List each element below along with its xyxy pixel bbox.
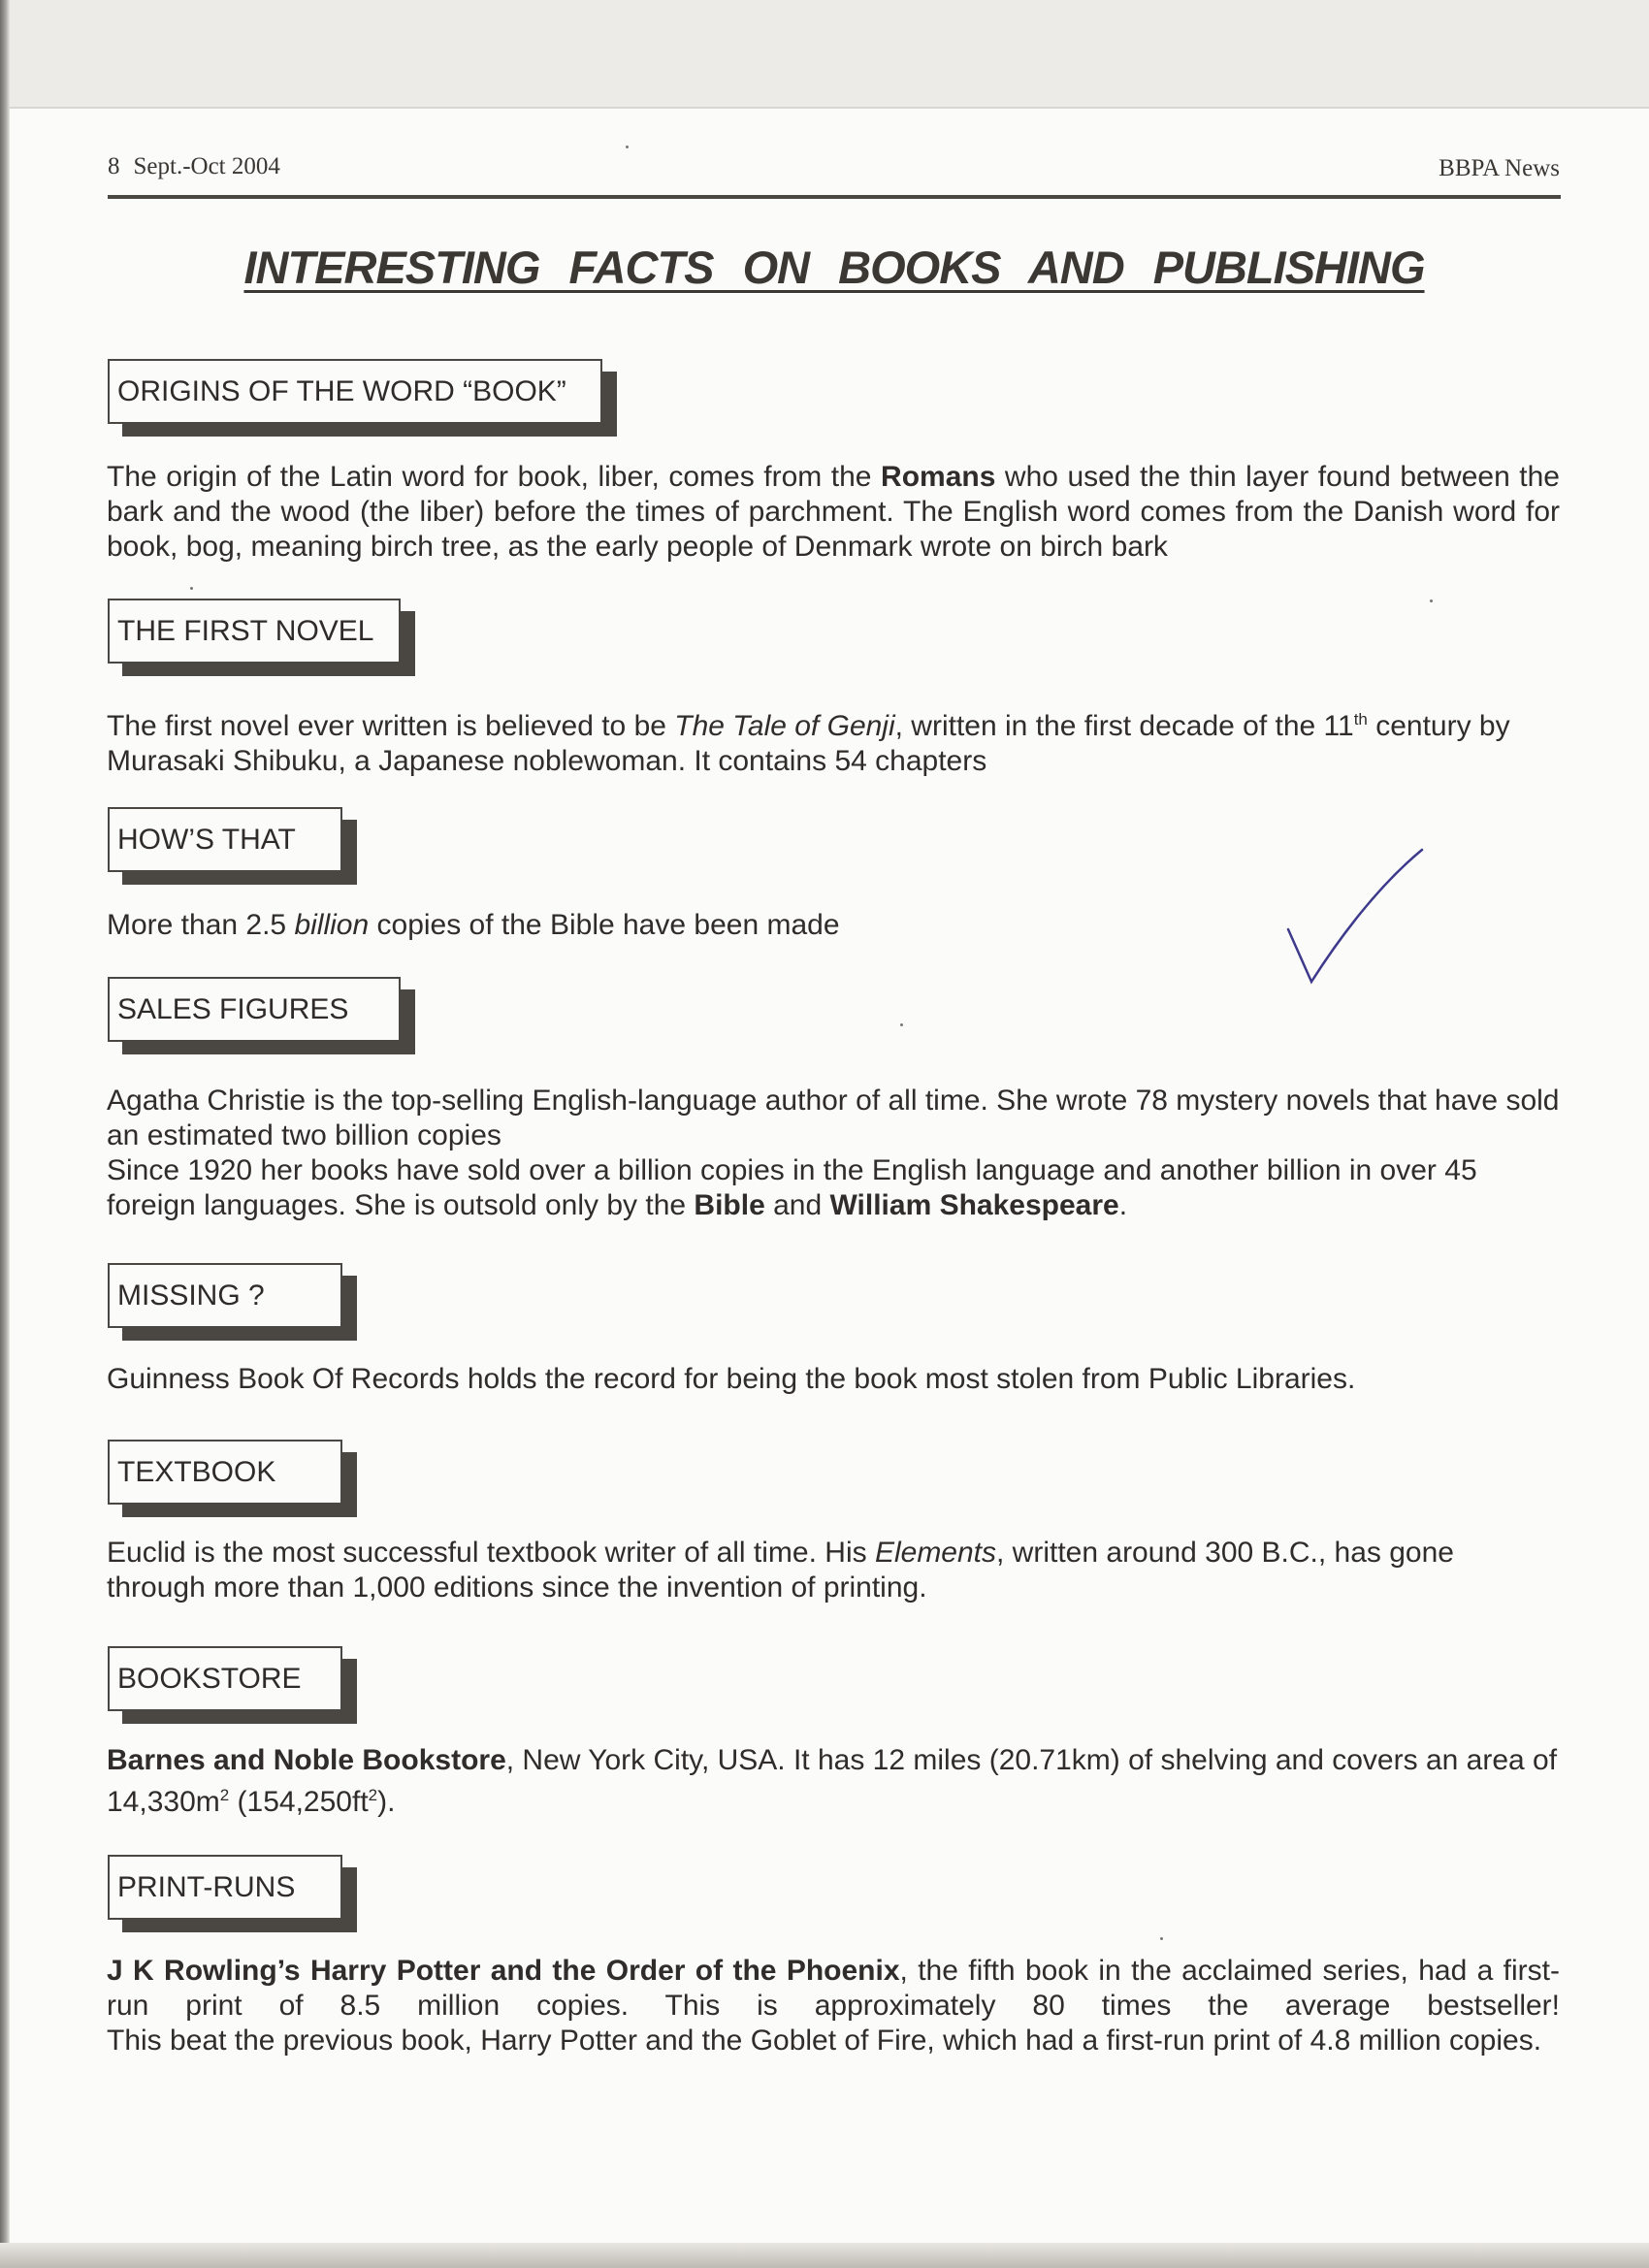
- scan-speck: [1430, 599, 1433, 602]
- text-run: copies of the Bible have been made: [369, 909, 840, 941]
- print-runs-line-3: This beat the previous book, Harry Potter and the Goblet of Fire, which had a first-run print of 4.8 million copies.: [107, 2025, 1542, 2057]
- bold-run: J K Rowling’s Harry Potter and the Order of the Phoenix: [107, 1955, 900, 1987]
- sales-line-2: [107, 1153, 1560, 1223]
- scanner-bottom-edge: [0, 2243, 1649, 2268]
- running-header: [108, 153, 1560, 188]
- text-run: More than 2.5: [107, 909, 295, 941]
- section-body-missing: Guinness Book Of Records holds the record for being the book most stolen from Public Libraries.: [107, 1363, 1356, 1395]
- italic-run: billion: [294, 909, 370, 941]
- page-title: INTERESTING FACTS ON BOOKS AND PUBLISHING: [243, 242, 1425, 293]
- section-body-bookstore: [107, 1743, 1560, 1820]
- text-run: , the fifth book in the acclaimed series, had a first-run print of 8.5 million copies. This is approximately 80 times the average bestseller!: [107, 1955, 1561, 2022]
- section-heading-origins: [108, 359, 602, 424]
- scanner-left-edge: [0, 0, 10, 2268]
- section-heading-label: TEXTBOOK: [117, 1456, 276, 1488]
- text-run: (154,250ft: [229, 1786, 369, 1818]
- italic-run: The Tale of Genji: [674, 710, 895, 742]
- sales-line-1: Agatha Christie is the top-selling English-language author of all time. She wrote 78 mystery novels that have sold an estimated two billion copies: [107, 1085, 1560, 1151]
- text-run: century by Murasaki Shibuku, a Japanese noblewoman. It contains 54 chapters: [107, 710, 1510, 777]
- section-body-textbook: [107, 1536, 1560, 1605]
- section-body-first-novel: [107, 702, 1560, 779]
- text-run: Since 1920 her books have sold over a billion copies in the English language and another billion in over 45 foreign languages. She is outsold only by the: [107, 1154, 1477, 1221]
- scan-speck: [1160, 1937, 1163, 1940]
- text-run: The origin of the Latin word for book, liber, comes from the: [107, 461, 882, 493]
- section-body-origins: [107, 460, 1560, 565]
- superscript: 2: [368, 1786, 378, 1804]
- text-run: .: [1118, 1189, 1128, 1221]
- section-heading-label: HOW’S THAT: [117, 824, 296, 856]
- superscript: th: [1353, 710, 1368, 729]
- text-run: The first novel ever written is believed to be: [107, 710, 675, 742]
- bold-run: William Shakespeare: [829, 1189, 1119, 1221]
- section-heading-label: ORIGINS OF THE WORD “BOOK”: [117, 375, 566, 407]
- page-number: 8: [108, 153, 120, 179]
- text-run: , New York City, USA. It has 12 miles (20.71km) of shelving and covers an area of 14,330m: [107, 1744, 1558, 1818]
- scan-speck: [900, 1023, 903, 1026]
- text-run: Euclid is the most successful textbook writer of all time. His: [107, 1537, 875, 1569]
- section-heading-print-runs: [108, 1855, 342, 1920]
- section-heading-label: MISSING ?: [117, 1280, 265, 1312]
- text-run: and: [764, 1189, 830, 1221]
- text-run: ).: [377, 1786, 396, 1818]
- bold-run: Bible: [694, 1189, 765, 1221]
- section-heading-first-novel: [108, 599, 401, 664]
- text-run: , written around 300 B.C., has gone through more than 1,000 editions since the invention of printing.: [107, 1537, 1454, 1604]
- section-heading-label: PRINT-RUNS: [117, 1871, 296, 1903]
- scan-speck: [626, 146, 629, 148]
- section-heading-label: THE FIRST NOVEL: [117, 615, 374, 647]
- publication-name: BBPA News: [1439, 155, 1560, 181]
- scanner-background: [0, 0, 1649, 107]
- section-heading-hows-that: [108, 807, 342, 872]
- section-body-sales-figures: [107, 1084, 1560, 1223]
- bold-run: Barnes and Noble Bookstore: [107, 1744, 506, 1776]
- section-heading-label: BOOKSTORE: [117, 1663, 302, 1695]
- text-run: , written in the first decade of the 11: [894, 710, 1354, 742]
- text-run: who used the thin layer found between the bark and the wood (the liber) before the times of parchment. The English word comes from the Danish word for book, bog, meaning birch tree, as the early people of Denmark wrote on birch bark: [107, 461, 1560, 563]
- section-body-print-runs: [107, 1954, 1560, 2058]
- scan-speck: [190, 587, 193, 590]
- section-heading-textbook: [108, 1440, 342, 1505]
- header-rule: [108, 195, 1561, 199]
- handwritten-checkmark-icon: [1280, 844, 1436, 989]
- header-left: [108, 153, 280, 180]
- bold-run: Romans: [881, 461, 996, 493]
- italic-run: Elements: [874, 1537, 997, 1569]
- section-heading-label: SALES FIGURES: [117, 993, 349, 1025]
- issue-date: Sept.-Oct 2004: [133, 153, 280, 179]
- print-runs-lines-1-2: [107, 1954, 1560, 2024]
- section-heading-sales-figures: [108, 977, 401, 1042]
- superscript: 2: [219, 1786, 230, 1804]
- section-heading-missing: [108, 1263, 342, 1328]
- section-heading-bookstore: [108, 1646, 342, 1711]
